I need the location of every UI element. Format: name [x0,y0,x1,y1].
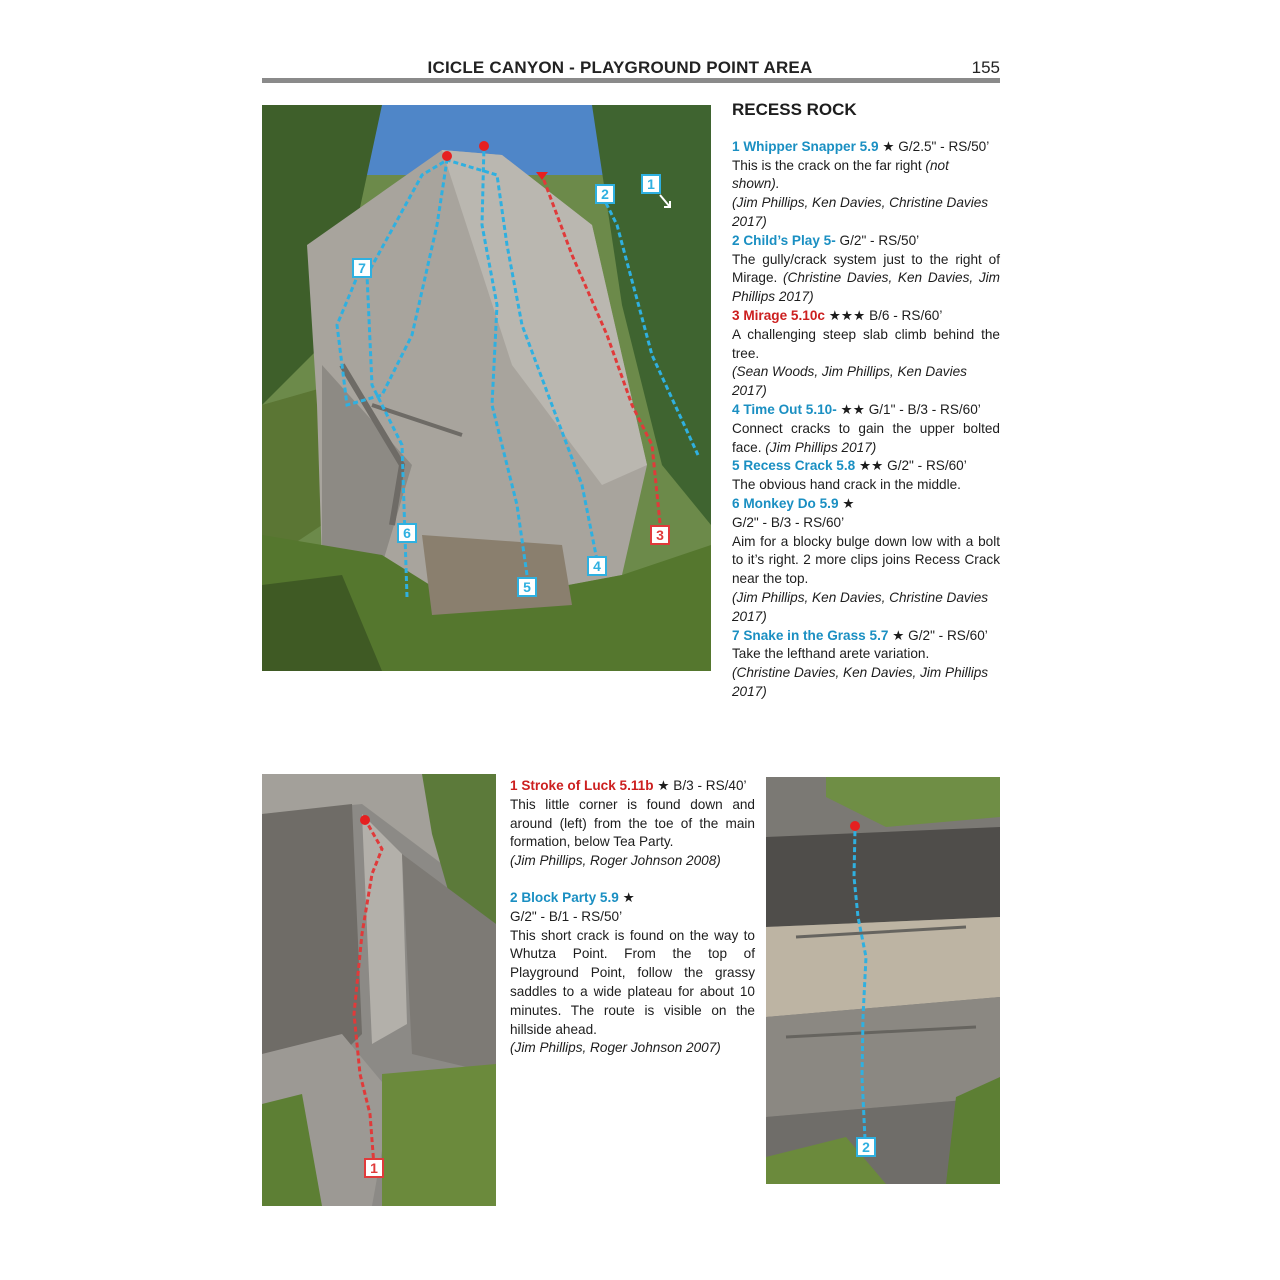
route-6-heading: 6 Monkey Do 5.9 ★ [732,495,855,511]
route-1-heading: 1 Whipper Snapper 5.9 ★ G/2.5" - RS/50’ [732,138,990,154]
lower-routes-text [510,777,755,1058]
photo-label-4: 4 [593,558,601,574]
route-stroke-desc: This little corner is found down and around (left) from the toe of the main formation, below Tea Party. [510,796,755,850]
stroke-of-luck-photo [262,774,496,1206]
photo-label-5: 5 [523,579,531,595]
route-block-grade: G/2" - B/1 - RS/50’ [510,908,623,924]
page-header-title: ICICLE CANYON - PLAYGROUND POINT AREA [427,58,813,77]
route-block-desc: This short crack is found on the way to Whutza Point. From the top of Playground Point, follow the grassy saddles to a wide plateau for about 10 minutes. The route is visible on the hillside ahead. [510,927,755,1037]
route-3-credits: (Sean Woods, Jim Phillips, Ken Davies 2017) [732,364,967,399]
header-rule [262,78,1000,83]
route-4-desc: Connect cracks to gain the upper bolted face. (Jim Phillips 2017) [732,420,1000,455]
photo-label-3: 3 [656,527,664,543]
route-3-desc: A challenging steep slab climb behind the tree. [732,326,1000,361]
route-block-heading: 2 Block Party 5.9 ★ [510,889,635,905]
route-stroke-credits: (Jim Phillips, Roger Johnson 2008) [510,853,721,869]
photo-label-7: 7 [358,260,366,276]
page-number: 155 [971,58,1000,77]
photo-label-block-party: 2 [862,1139,870,1155]
route-stroke-heading: 1 Stroke of Luck 5.11b ★ B/3 - RS/40’ [510,778,747,793]
photo-label-1: 1 [647,176,655,192]
block-party-photo [766,777,1000,1184]
route-5-heading: 5 Recess Crack 5.8 ★★ G/2" - RS/60’ [732,458,967,474]
route-7-credits: (Christine Davies, Ken Davies, Jim Phillips 2017) [732,665,989,699]
route-1-credits: (Jim Phillips, Ken Davies, Christine Davies 2017) [732,195,989,229]
route-2-heading: 2 Child’s Play 5- G/2" - RS/50’ [732,232,920,248]
route-block-credits: (Jim Phillips, Roger Johnson 2007) [510,1040,721,1056]
route-1-desc: This is the crack on the far right (not shown). [732,157,949,192]
route-7-desc: Take the lefthand arete variation. [732,646,930,662]
recess-rock-photo [262,105,711,671]
recess-rock-text [732,101,1000,702]
photo-label-2: 2 [601,186,609,202]
photo-label-6: 6 [403,525,411,541]
route-7-heading: 7 Snake in the Grass 5.7 ★ G/2" - RS/60’ [732,627,988,643]
route-4-heading: 4 Time Out 5.10- ★★ G/1" - B/3 - RS/60’ [732,401,981,417]
route-6-credits: (Jim Phillips, Ken Davies, Christine Davies 2017) [732,589,989,624]
route-2-desc: The gully/crack system just to the right of Mirage. (Christine Davies, Ken Davies, Jim Phillips 2017) [732,251,1000,305]
route-3-heading: 3 Mirage 5.10c ★★★ B/6 - RS/60’ [732,307,943,323]
route-5-desc: The obvious hand crack in the middle. [732,477,961,493]
route-6-grade: G/2" - B/3 - RS/60’ [732,514,845,530]
photo-label-stroke-of-luck: 1 [370,1160,378,1176]
route-6-desc: Aim for a blocky bulge down low with a bolt to it’s right. 2 more clips joins Recess Crack near the top. [732,533,1000,587]
section-heading: RECESS ROCK [732,100,857,119]
